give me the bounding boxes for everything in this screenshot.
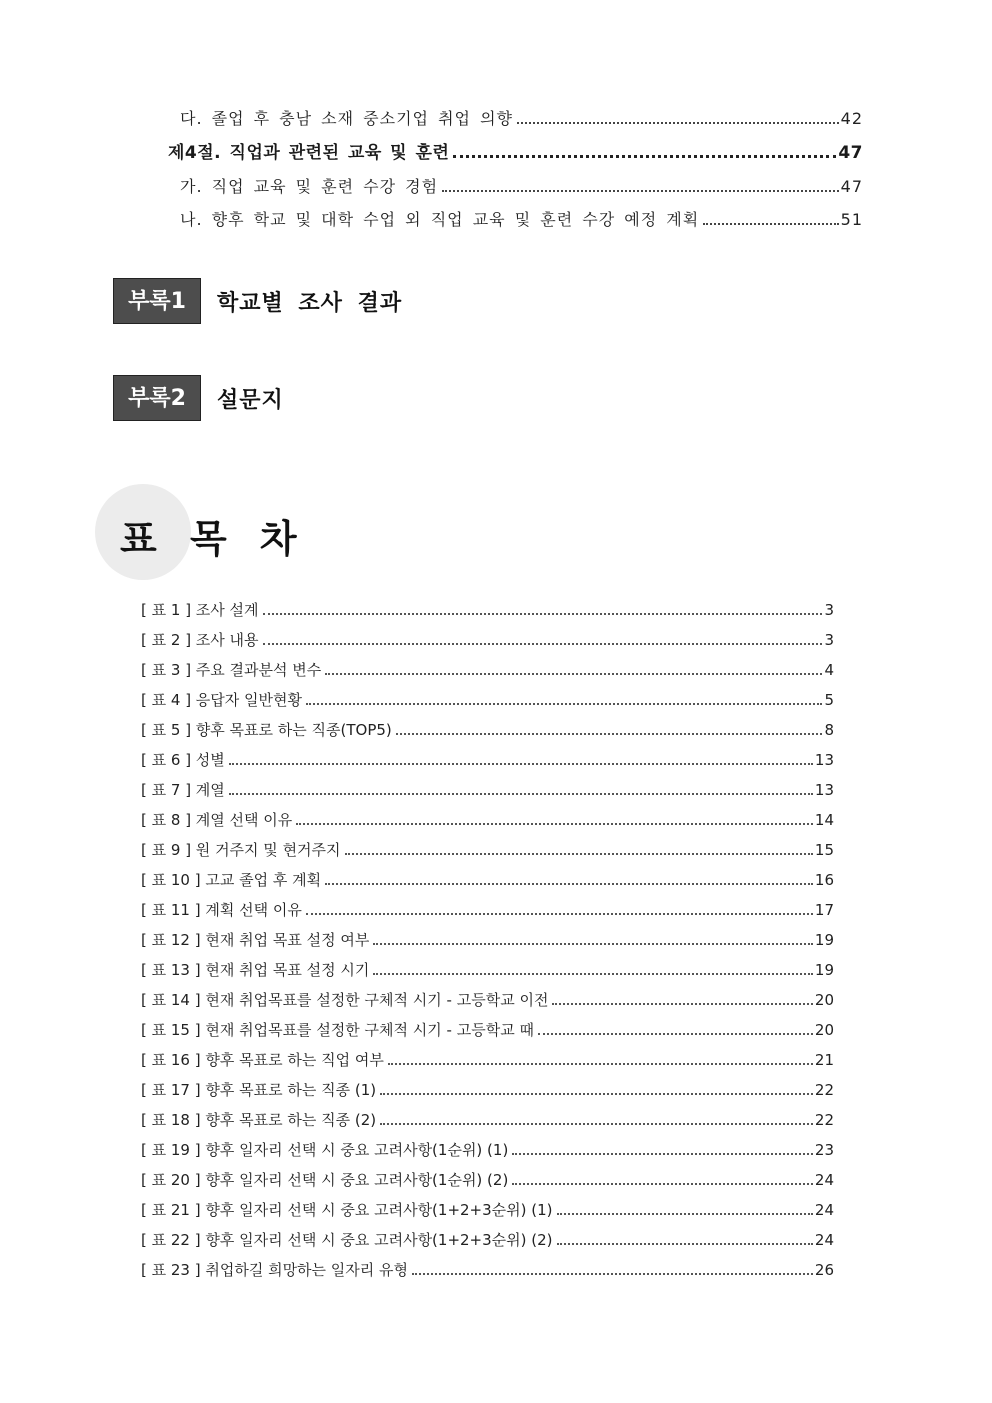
toc-entry-page: 47 (838, 143, 863, 163)
list-of-tables-heading: 표 목 차 (120, 517, 307, 561)
dot-leader (512, 1183, 813, 1185)
dot-leader (396, 733, 823, 735)
table-list-label: [ 표 16 ] 향후 목표로 하는 직업 여부 (141, 1051, 384, 1069)
table-list-label: [ 표 8 ] 계열 선택 이유 (141, 811, 293, 829)
table-list-item[interactable] (141, 1045, 834, 1075)
table-list-page: 22 (814, 1111, 834, 1129)
table-list-label: [ 표 2 ] 조사 내용 (141, 631, 259, 649)
table-list-page: 3 (824, 631, 834, 649)
table-list-page: 13 (814, 751, 834, 769)
dot-leader (345, 853, 813, 855)
toc-entry[interactable] (168, 140, 863, 166)
dot-leader (306, 703, 822, 705)
dot-leader (412, 1273, 813, 1275)
dot-leader (703, 223, 838, 225)
appendix-title: 학교별 조사 결과 (217, 290, 403, 316)
table-list-item[interactable] (141, 625, 834, 655)
table-list-item[interactable] (141, 685, 834, 715)
dot-leader (512, 1153, 813, 1155)
dot-leader (442, 190, 839, 192)
table-list-item[interactable] (141, 715, 834, 745)
toc-entry-page: 51 (840, 210, 863, 229)
toc-entry[interactable] (180, 174, 863, 200)
table-list-page: 13 (814, 781, 834, 799)
dot-leader (229, 793, 813, 795)
table-list-item[interactable] (141, 955, 834, 985)
toc-entry-page: 47 (840, 177, 863, 196)
table-list-item[interactable] (141, 865, 834, 895)
dot-leader (263, 613, 823, 615)
table-list-label: [ 표 3 ] 주요 결과분석 변수 (141, 661, 322, 679)
table-list-item[interactable] (141, 1135, 834, 1165)
table-list-label: [ 표 14 ] 현재 취업목표를 설정한 구체적 시기 - 고등학교 이전 (141, 991, 549, 1009)
table-list-item[interactable] (141, 1195, 834, 1225)
table-list-page: 23 (814, 1141, 834, 1159)
table-list-item[interactable] (141, 745, 834, 775)
table-list-page: 19 (814, 931, 834, 949)
table-list-label: [ 표 21 ] 향후 일자리 선택 시 중요 고려사항(1+2+3순위) (1) (141, 1201, 553, 1219)
table-list-label: [ 표 11 ] 계획 선택 이유 (141, 901, 302, 919)
table-list-page: 17 (814, 901, 834, 919)
table-list-page: 21 (814, 1051, 834, 1069)
dot-leader (380, 1123, 813, 1125)
table-list-item[interactable] (141, 1165, 834, 1195)
table-list-item[interactable] (141, 805, 834, 835)
toc-entry[interactable] (180, 106, 863, 132)
toc-entry-label: 다. 졸업 후 충남 소재 중소기업 취업 의향 (180, 109, 513, 128)
toc-entry-page: 42 (840, 109, 863, 128)
dot-leader (263, 643, 823, 645)
table-list-page: 22 (814, 1081, 834, 1099)
table-list-item[interactable] (141, 1075, 834, 1105)
table-list-page: 20 (814, 1021, 834, 1039)
appendix-2[interactable] (113, 375, 284, 421)
table-list-page: 14 (814, 811, 834, 829)
table-list-item[interactable] (141, 1105, 834, 1135)
table-list-label: [ 표 13 ] 현재 취업 목표 설정 시기 (141, 961, 370, 979)
table-list-page: 26 (814, 1261, 834, 1279)
table-list-page: 5 (824, 691, 834, 709)
table-list-page: 16 (814, 871, 834, 889)
dot-leader (552, 1003, 812, 1005)
table-list-page: 24 (814, 1231, 834, 1249)
toc-entry-label: 제4절. 직업과 관련된 교육 및 훈련 (168, 143, 450, 163)
table-list-label: [ 표 4 ] 응답자 일반현황 (141, 691, 303, 709)
table-list-label: [ 표 6 ] 성별 (141, 751, 225, 769)
table-list-page: 8 (824, 721, 834, 739)
table-list-page: 24 (814, 1171, 834, 1189)
dot-leader (380, 1093, 813, 1095)
table-list-page: 19 (814, 961, 834, 979)
table-list-label: [ 표 17 ] 향후 목표로 하는 직종 (1) (141, 1081, 377, 1099)
dot-leader (388, 1063, 813, 1065)
table-list-label: [ 표 20 ] 향후 일자리 선택 시 중요 고려사항(1순위) (2) (141, 1171, 509, 1189)
table-list-item[interactable] (141, 1015, 834, 1045)
dot-leader (306, 913, 813, 915)
table-list-item[interactable] (141, 595, 834, 625)
table-list-page: 3 (824, 601, 834, 619)
toc-entry[interactable] (180, 207, 863, 233)
table-list-item[interactable] (141, 835, 834, 865)
dot-leader (325, 883, 813, 885)
table-list-item[interactable] (141, 655, 834, 685)
table-list-item[interactable] (141, 1225, 834, 1255)
table-list-label: [ 표 22 ] 향후 일자리 선택 시 중요 고려사항(1+2+3순위) (2) (141, 1231, 553, 1249)
table-list-item[interactable] (141, 925, 834, 955)
dot-leader (296, 823, 813, 825)
table-list-item[interactable] (141, 1255, 834, 1285)
appendix-tag: 부록2 (113, 375, 201, 421)
dot-leader (557, 1243, 813, 1245)
appendix-tag: 부록1 (113, 278, 201, 324)
table-list-label: [ 표 1 ] 조사 설계 (141, 601, 259, 619)
table-list-label: [ 표 23 ] 취업하길 희망하는 일자리 유형 (141, 1261, 409, 1279)
table-list-label: [ 표 18 ] 향후 목표로 하는 직종 (2) (141, 1111, 377, 1129)
table-list-label: [ 표 9 ] 원 거주지 및 현거주지 (141, 841, 341, 859)
toc-entry-label: 나. 향후 학교 및 대학 수업 외 직업 교육 및 훈련 수강 예정 계획 (180, 210, 700, 229)
table-list-label: [ 표 10 ] 고교 졸업 후 계획 (141, 871, 322, 889)
dot-leader (325, 673, 822, 675)
appendix-1[interactable] (113, 278, 402, 324)
table-list-item[interactable] (141, 895, 834, 925)
appendix-title: 설문지 (217, 387, 284, 413)
dot-leader (229, 763, 813, 765)
table-list-item[interactable] (141, 985, 834, 1015)
table-list-page: 20 (814, 991, 834, 1009)
table-list-page: 15 (814, 841, 834, 859)
dot-leader (557, 1213, 813, 1215)
dot-leader (373, 973, 813, 975)
table-list-label: [ 표 15 ] 현재 취업목표를 설정한 구체적 시기 - 고등학교 때 (141, 1021, 534, 1039)
table-list-item[interactable] (141, 775, 834, 805)
table-list-label: [ 표 12 ] 현재 취업 목표 설정 여부 (141, 931, 370, 949)
dot-leader (453, 155, 836, 158)
table-list-page: 24 (814, 1201, 834, 1219)
table-list-label: [ 표 7 ] 계열 (141, 781, 225, 799)
toc-entry-label: 가. 직업 교육 및 훈련 수강 경험 (180, 177, 439, 196)
table-list-label: [ 표 19 ] 향후 일자리 선택 시 중요 고려사항(1순위) (1) (141, 1141, 509, 1159)
table-list-page: 4 (824, 661, 834, 679)
dot-leader (538, 1033, 813, 1035)
dot-leader (373, 943, 813, 945)
table-list-label: [ 표 5 ] 향후 목표로 하는 직종(TOP5) (141, 721, 392, 739)
dot-leader (517, 122, 839, 124)
